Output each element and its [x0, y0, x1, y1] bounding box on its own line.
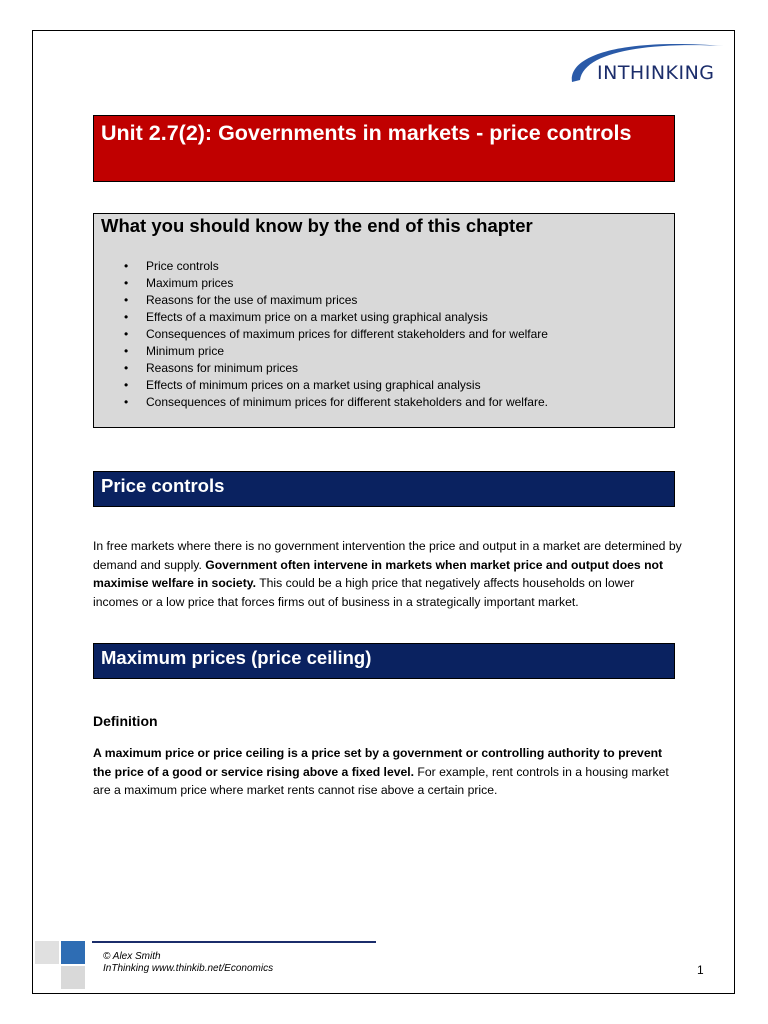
- bullet-icon: •: [124, 293, 129, 307]
- price-controls-paragraph: In free markets where there is no government intervention the price and output in a market are determined by demand and supply. Government often intervene in markets when market price and output does not maximise welfare in society. This could be a high price that negatively affects households on lower incomes or a low price that forces firms out of business in a strategically important market.: [93, 539, 682, 610]
- footer-author: © Alex Smith: [103, 951, 161, 962]
- learning-objectives-box: [93, 213, 675, 428]
- list-item: • Consequences of minimum prices for different stakeholders and for welfare.: [124, 395, 548, 409]
- bullet-icon: •: [124, 310, 129, 324]
- section-heading-price-controls: Price controls: [93, 471, 675, 507]
- list-item: • Effects of minimum prices on a market using graphical analysis: [124, 378, 481, 392]
- page-title: Unit 2.7(2): Governments in markets - price controls: [93, 115, 675, 182]
- footer-text: [103, 951, 273, 975]
- footer-decoration: [35, 940, 87, 990]
- definition-paragraph: A maximum price or price ceiling is a price set by a government or controlling authority to prevent the price of a good or service rising above a fixed level. For example, rent controls in a housing market are a maximum price where market rents cannot rise above a certain price.: [93, 746, 669, 798]
- section-heading-maximum-prices: Maximum prices (price ceiling): [93, 643, 675, 679]
- bullet-icon: •: [124, 361, 129, 375]
- learning-objectives-title: What you should know by the end of this chapter: [101, 215, 533, 236]
- bullet-icon: •: [124, 259, 129, 273]
- bullet-icon: •: [124, 276, 129, 290]
- footer-site: InThinking www.thinkib.net/Economics: [103, 963, 274, 974]
- list-item: • Maximum prices: [124, 276, 234, 290]
- learning-objectives-list: [94, 258, 548, 411]
- page-number: 1: [697, 963, 704, 977]
- bullet-icon: •: [124, 327, 129, 341]
- list-item: • Price controls: [124, 259, 219, 273]
- list-item: • Minimum price: [124, 344, 225, 358]
- bullet-icon: •: [124, 344, 129, 358]
- list-item: • Reasons for minimum prices: [124, 361, 299, 375]
- definition-heading: Definition: [93, 713, 158, 729]
- footer-divider: [92, 941, 376, 943]
- list-item: • Consequences of maximum prices for different stakeholders and for welfare: [124, 327, 548, 341]
- bullet-icon: •: [124, 378, 129, 392]
- list-item: • Reasons for the use of maximum prices: [124, 293, 358, 307]
- bullet-icon: •: [124, 395, 129, 409]
- logo-text: INTHINKING: [597, 62, 715, 84]
- list-item: • Effects of a maximum price on a market using graphical analysis: [124, 310, 488, 324]
